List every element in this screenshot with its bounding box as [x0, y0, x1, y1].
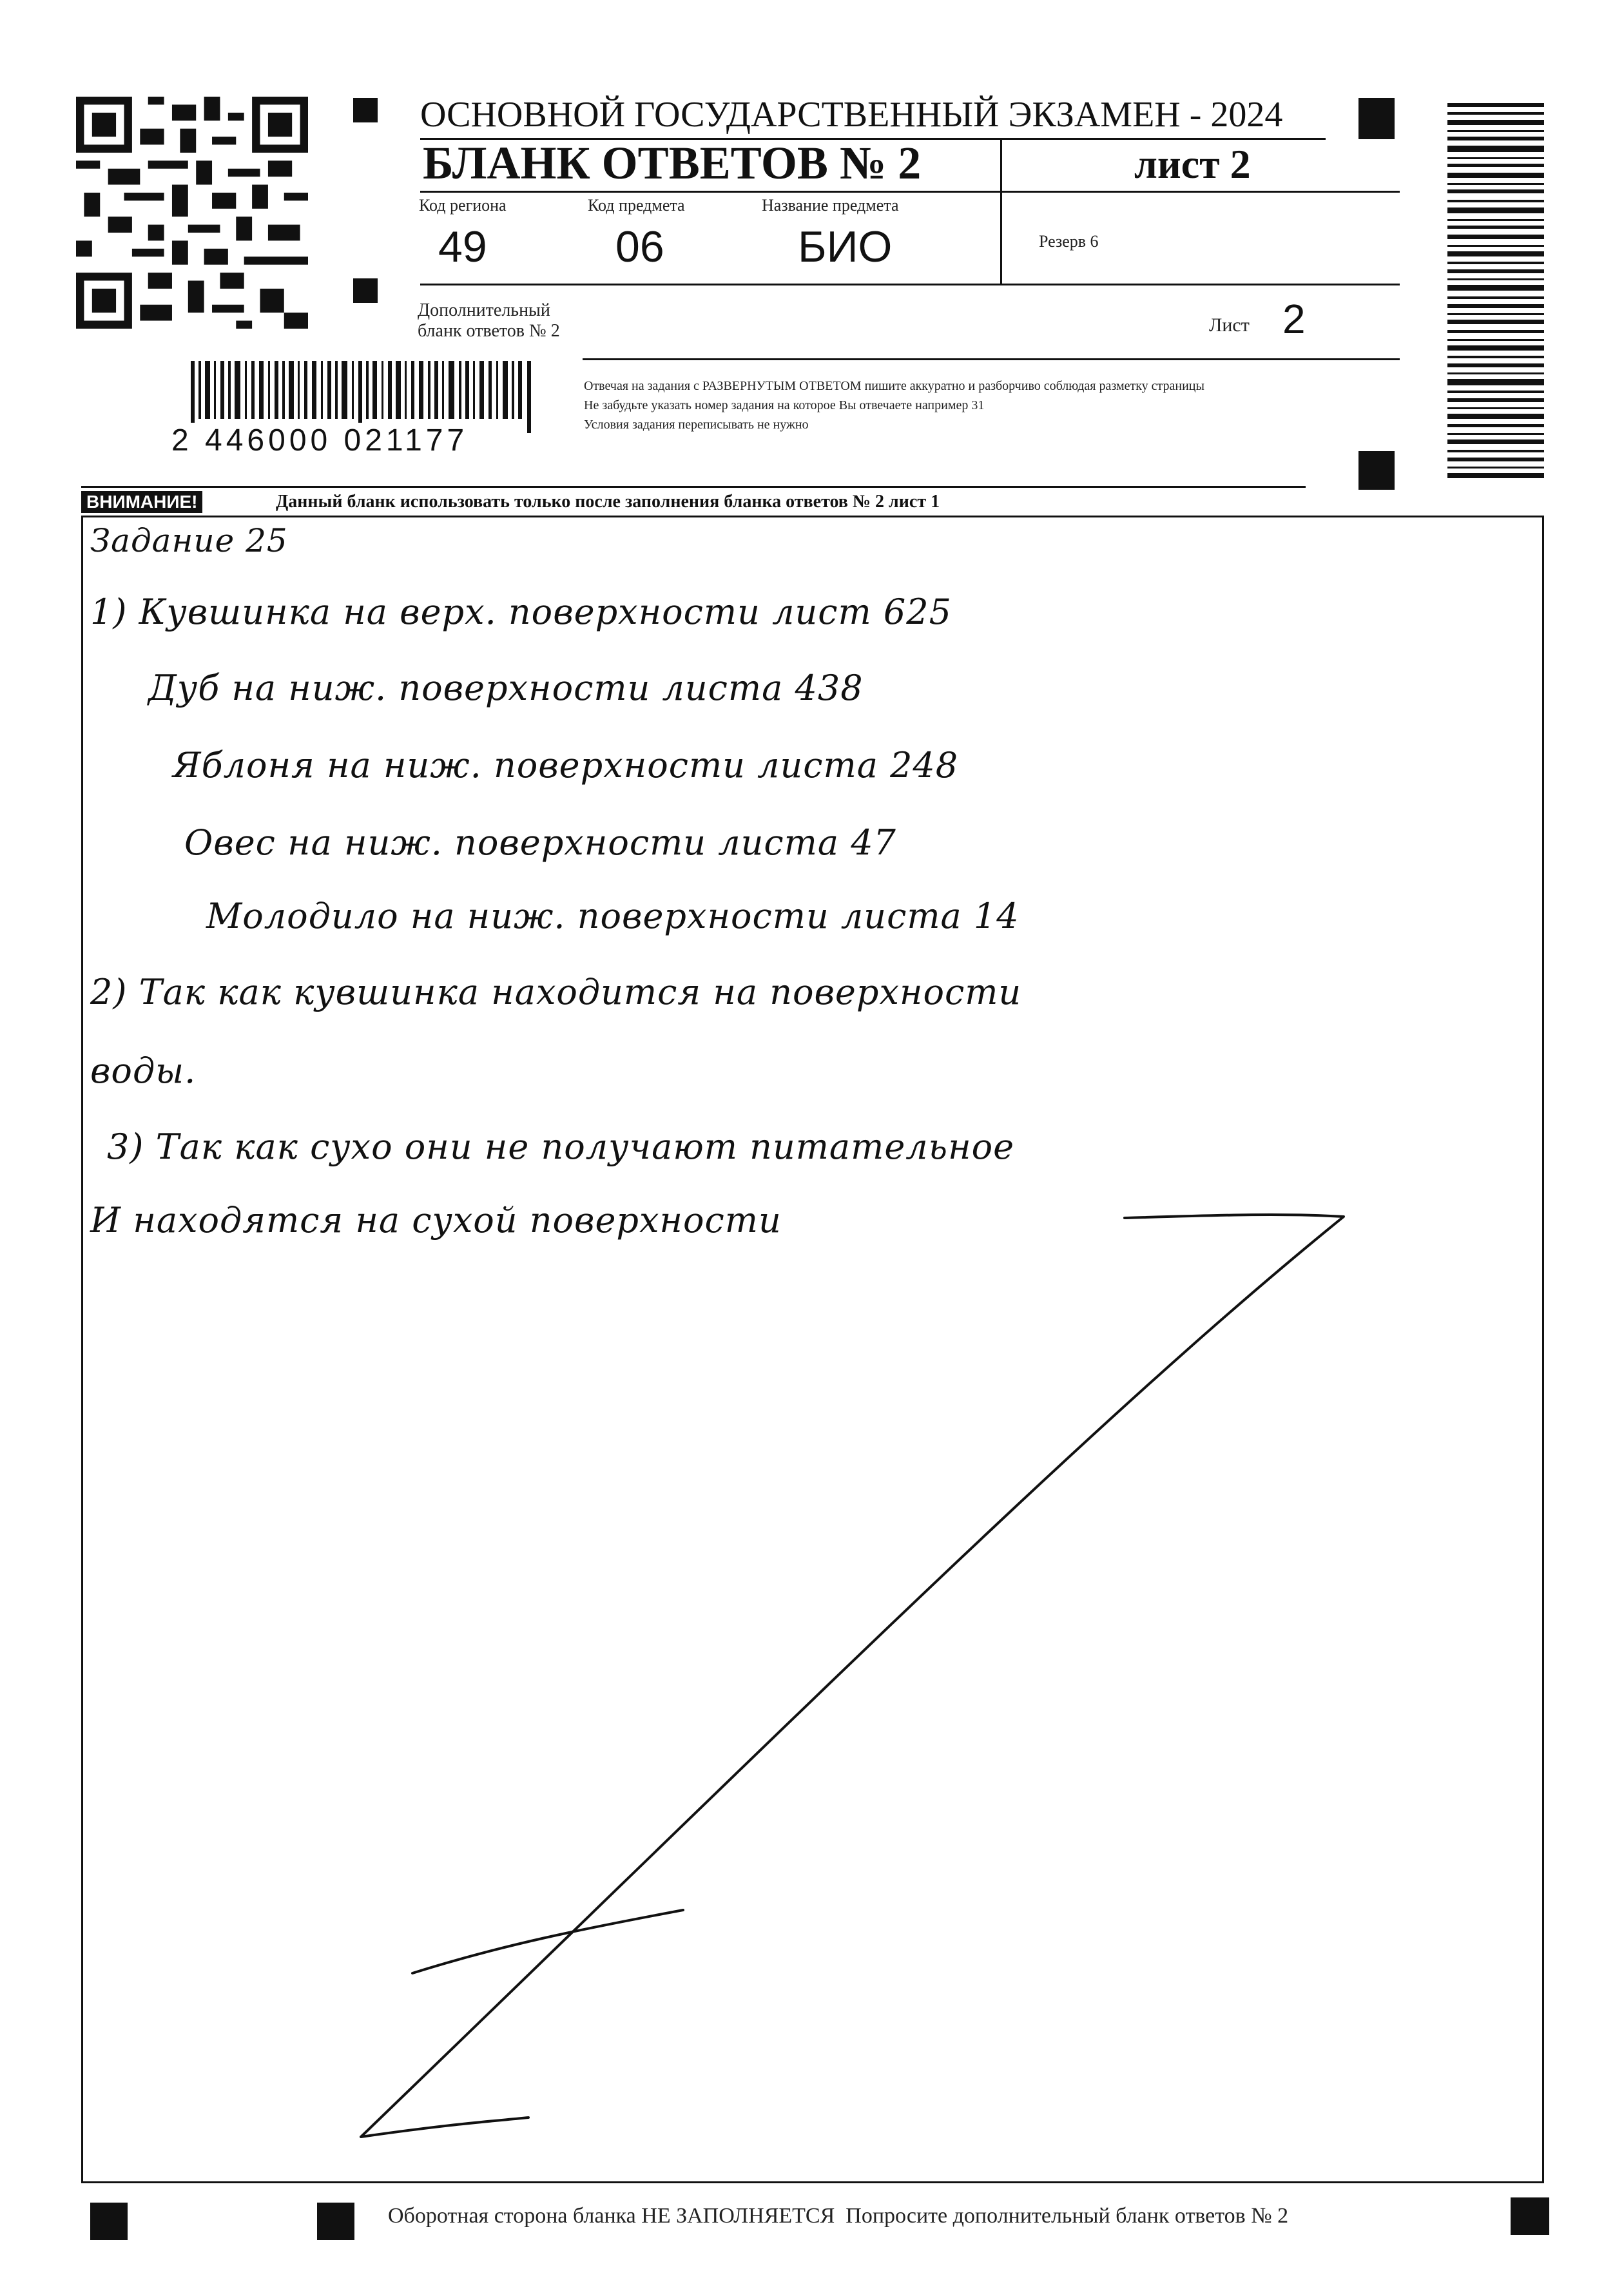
answer-line: Овес на ниж. поверхности листа 47 [184, 822, 896, 863]
form-title: БЛАНК ОТВЕТОВ № 2 [423, 137, 922, 189]
sheet-label: Лист [1209, 314, 1250, 336]
warning-text: Данный бланк использовать только после заполнения бланка ответов № 2 лист 1 [276, 492, 940, 512]
subject-code-label: Код предмета [588, 196, 685, 215]
additional-label-line1: Дополнительный [418, 300, 550, 320]
warning-badge: ВНИМАНИЕ! [81, 491, 202, 513]
instruction-line: Отвечая на задания с РАЗВЕРНУТЫМ ОТВЕТОМ пишите аккуратно и разборчиво соблюдая разметку страницы [584, 379, 1204, 393]
subject-name-value: БИО [798, 222, 893, 271]
answer-line: Молодило на ниж. поверхности листа 14 [206, 896, 1020, 936]
region-value: 49 [438, 222, 487, 271]
answer-line: 3) Так как сухо они не получают питательное [107, 1126, 1015, 1167]
subject-code-value: 06 [615, 222, 664, 271]
sheet-value: 2 [1282, 296, 1306, 342]
answer-line: воды. [90, 1050, 197, 1091]
additional-label-line2: бланк ответов № 2 [418, 321, 560, 341]
region-label: Код региона [419, 196, 507, 215]
sheet-title: лист 2 [1134, 141, 1251, 187]
answer-line: 1) Кувшинка на верх. поверхности лист 625 [90, 592, 952, 632]
answer-line: И находятся на сухой поверхности [90, 1200, 782, 1240]
instruction-line: Не забудьте указать номер задания на которое Вы отвечаете например 31 [584, 398, 985, 412]
footer-text: Оборотная сторона бланка НЕ ЗАПОЛНЯЕТСЯ Попросите дополнительный бланк ответов № 2 [388, 2204, 1289, 2228]
reserve-label: Резерв 6 [1039, 232, 1099, 251]
answer-line: 2) Так как кувшинка находится на поверхности [90, 972, 1022, 1012]
answer-line: Яблоня на ниж. поверхности листа 248 [173, 745, 959, 786]
answer-line: Задание 25 [90, 522, 288, 559]
instruction-line: Условия задания переписывать не нужно [584, 418, 809, 432]
barcode-number: 2 446000 021177 [169, 423, 470, 458]
exam-title: ОСНОВНОЙ ГОСУДАРСТВЕННЫЙ ЭКЗАМЕН - 2024 [420, 95, 1283, 135]
subject-name-label: Название предмета [762, 196, 899, 215]
answer-line: Дуб на ниж. поверхности листа 438 [148, 668, 864, 708]
